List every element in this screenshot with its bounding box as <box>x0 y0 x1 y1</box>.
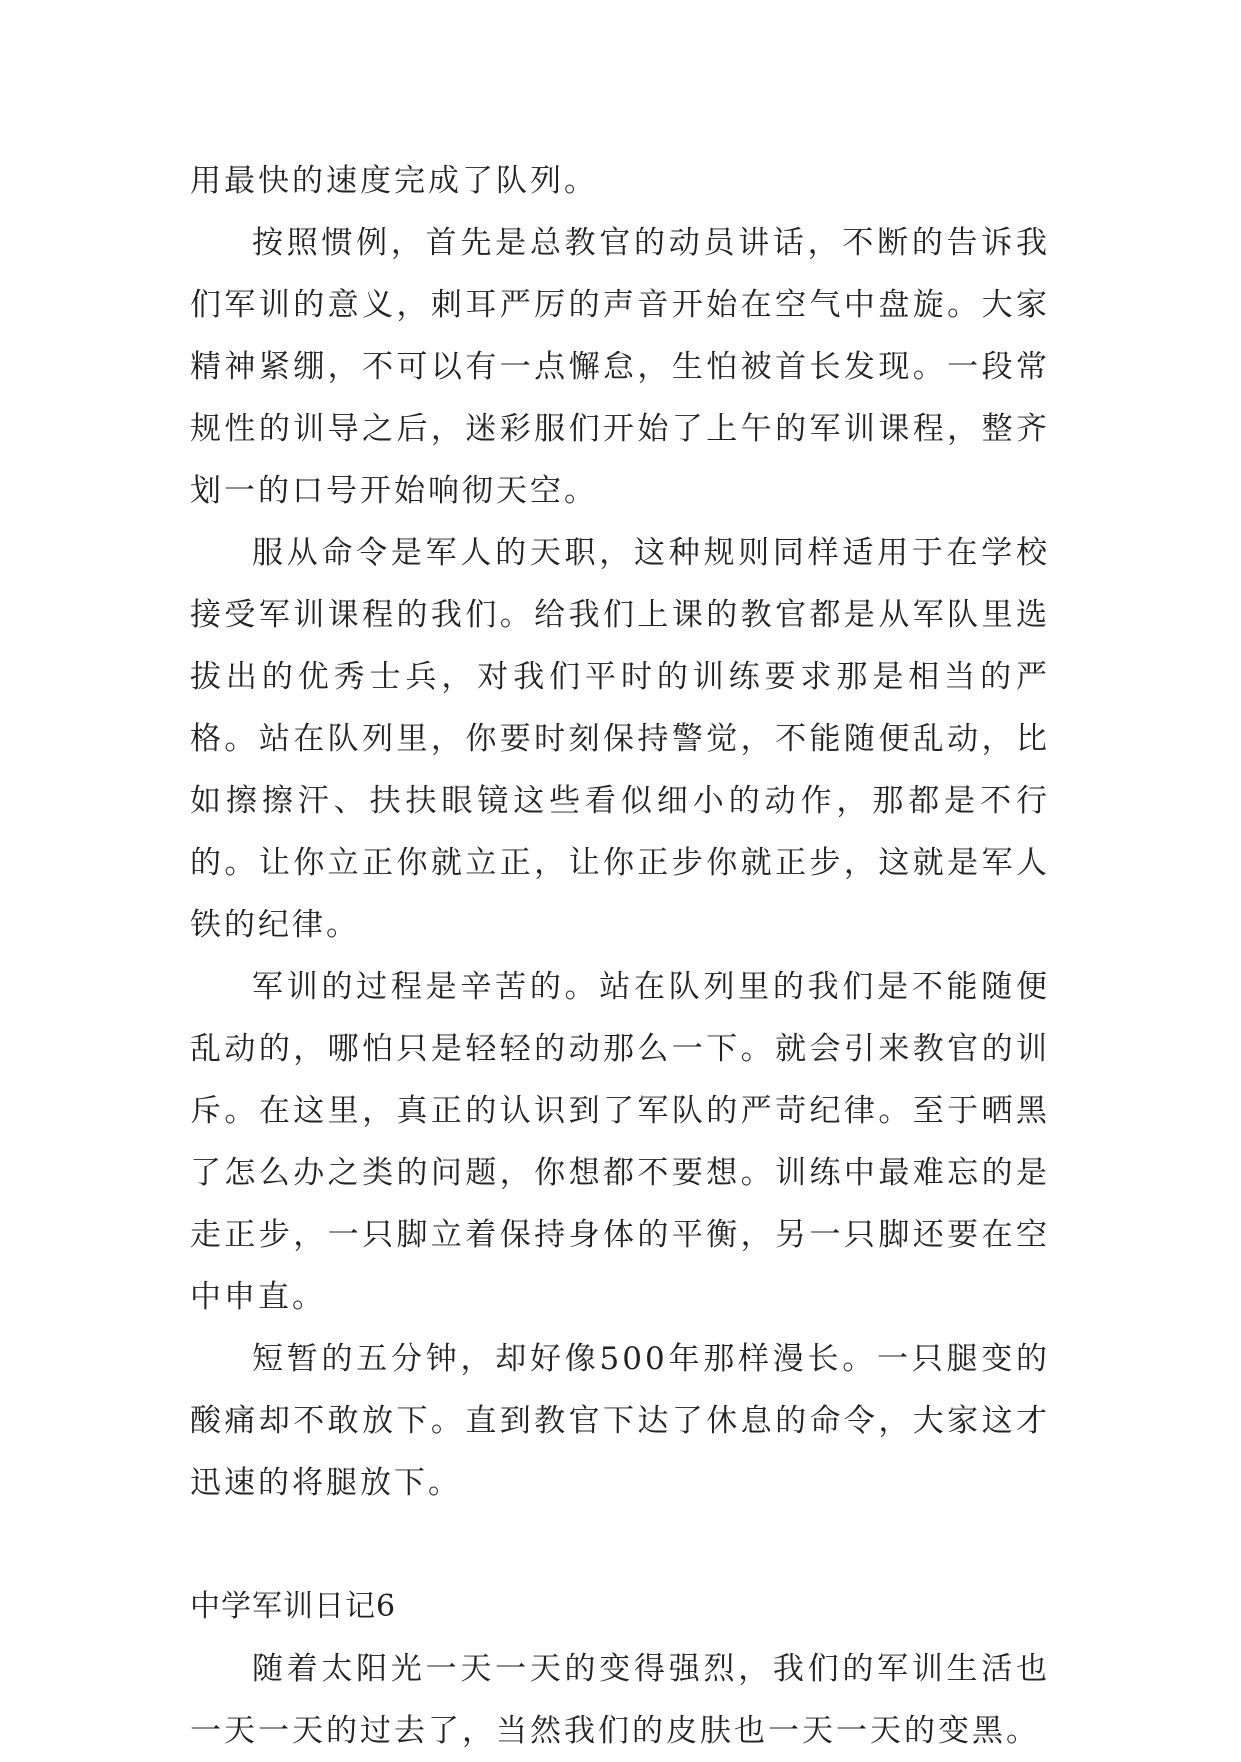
paragraph-6: 随着太阳光一天一天的变得强烈，我们的军训生活也一天一天的过去了，当然我们的皮肤也一天一天的变黑。 <box>190 1651 1050 1749</box>
paragraph-5: 短暂的五分钟，却好像500年那样漫长。一只腿变的酸痛却不敢放下。直到教官下达了休息的命令，大家这才迅速的将腿放下。 <box>190 1341 1050 1501</box>
document-body <box>190 150 1050 1762</box>
paragraph-2: 按照惯例，首先是总教官的动员讲话，不断的告诉我们军训的意义，刺耳严厉的声音开始在空气中盘旋。大家精神紧绷，不可以有一点懈怠，生怕被首长发现。一段常规性的训导之后，迷彩服们开始了上午的军训课程，整齐划一的口号开始响彻天空。 <box>190 225 1050 509</box>
section-spacer <box>190 1514 1050 1576</box>
paragraph-3: 服从命令是军人的天职，这种规则同样适用于在学校接受军训课程的我们。给我们上课的教官都是从军队里选拔出的优秀士兵，对我们平时的训练要求那是相当的严格。站在队列里，你要时刻保持警觉，不能随便乱动，比如擦擦汗、扶扶眼镜这些看似细小的动作，那都是不行的。让你立正你就立正，让你正步你就正步，这就是军人铁的纪律。 <box>190 535 1050 943</box>
paragraph-4: 军训的过程是辛苦的。站在队列里的我们是不能随便乱动的，哪怕只是轻轻的动那么一下。就会引来教官的训斥。在这里，真正的认识到了军队的严苛纪律。至于晒黑了怎么办之类的问题，你想都不要想。训练中最难忘的是走正步，一只脚立着保持身体的平衡，另一只脚还要在空中申直。 <box>190 969 1050 1315</box>
paragraph-1: 用最快的速度完成了队列。 <box>190 163 598 199</box>
section-heading: 中学军训日记6 <box>190 1589 397 1624</box>
